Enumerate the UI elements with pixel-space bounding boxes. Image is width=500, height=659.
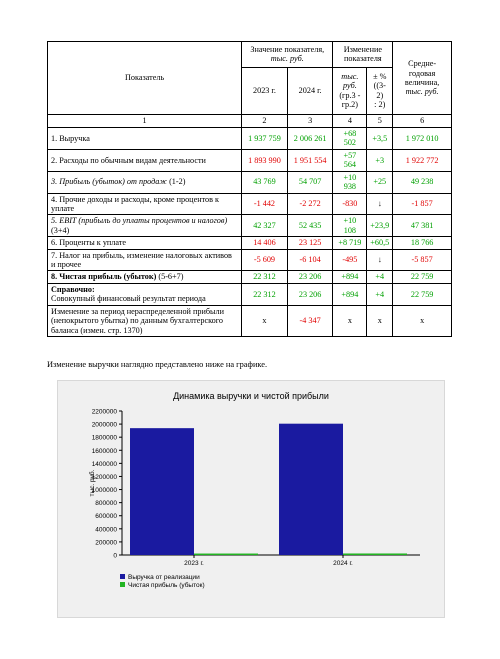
cell-pct-change: x	[367, 305, 393, 336]
col-number: 1	[48, 115, 242, 128]
cell-pct-change: +4	[367, 271, 393, 283]
header-value-group: Значение показателя, тыс. руб.	[242, 42, 333, 68]
cell-2023: 1 893 990	[242, 149, 288, 171]
cell-2024: 52 435	[287, 215, 333, 237]
chart-svg	[58, 381, 444, 617]
table-row-net-profit	[48, 271, 452, 283]
cell-2023: 1 937 759	[242, 128, 288, 150]
cell-pct-change: +3,5	[367, 128, 393, 150]
row-label: 1. Выручка	[48, 128, 242, 150]
cell-average: -5 857	[393, 249, 452, 271]
col-number: 2	[242, 115, 288, 128]
cell-average: 1 972 010	[393, 128, 452, 150]
revenue-bar	[279, 424, 343, 555]
financial-results-table	[47, 41, 452, 337]
cell-abs-change: +10 108	[333, 215, 367, 237]
cell-average: 22 759	[393, 271, 452, 283]
cell-average: 22 759	[393, 283, 452, 305]
col-number: 4	[333, 115, 367, 128]
x-tick-label: 2023 г.	[184, 560, 204, 567]
cell-average: 49 238	[393, 171, 452, 193]
cell-pct-change: ↓	[367, 249, 393, 271]
cell-abs-change: -495	[333, 249, 367, 271]
cell-abs-change: x	[333, 305, 367, 336]
chart-title: Динамика выручки и чистой прибыли	[173, 391, 329, 401]
y-tick-label: 1600000	[91, 447, 117, 455]
profit-bar	[194, 554, 258, 556]
header-2023: 2023 г.	[242, 67, 288, 115]
header-average: Средне- годовая величина, тыс. руб.	[393, 42, 452, 115]
col-number: 5	[367, 115, 393, 128]
cell-pct-change: +25	[367, 171, 393, 193]
cell-2023: -5 609	[242, 249, 288, 271]
table-row-reference	[48, 283, 452, 305]
header-change-group: Изменение показателя	[333, 42, 393, 68]
cell-2023: 14 406	[242, 237, 288, 249]
legend-swatch	[120, 582, 125, 587]
legend-swatch	[120, 574, 125, 579]
cell-pct-change: +4	[367, 283, 393, 305]
row-label: 4. Прочие доходы и расходы, кроме процентов к уплате	[48, 193, 242, 215]
cell-average: 18 766	[393, 237, 452, 249]
table-row-tax	[48, 249, 452, 271]
legend-label: Выручка от реализации	[128, 574, 200, 581]
profit-bar	[343, 553, 407, 555]
cell-2023: 42 327	[242, 215, 288, 237]
cell-average: x	[393, 305, 452, 336]
header-indicator: Показатель	[48, 42, 242, 115]
cell-2023: 43 769	[242, 171, 288, 193]
y-tick-label: 2200000	[91, 408, 117, 416]
legend-label: Чистая прибыль (убыток)	[128, 582, 205, 589]
table-row-revenue	[48, 128, 452, 150]
y-axis-label: тыс. руб.	[89, 469, 96, 497]
row-label: Справочно: Совокупный финансовый результат периода	[48, 283, 242, 305]
cell-pct-change: +3	[367, 149, 393, 171]
header-2024: 2024 г.	[287, 67, 333, 115]
cell-abs-change: +894	[333, 283, 367, 305]
table-row-expenses	[48, 149, 452, 171]
cell-2024: 23 206	[287, 283, 333, 305]
cell-2023: 22 312	[242, 283, 288, 305]
cell-2023: 22 312	[242, 271, 288, 283]
cell-2024: -4 347	[287, 305, 333, 336]
cell-2024: -6 104	[287, 249, 333, 271]
y-tick-label: 1000000	[91, 487, 117, 495]
cell-pct-change: ↓	[367, 193, 393, 215]
row-label: 8. Чистая прибыль (убыток) (5-6+7)	[48, 271, 242, 283]
cell-abs-change: +894	[333, 271, 367, 283]
row-label: 3. Прибыль (убыток) от продаж (1-2)	[48, 171, 242, 193]
y-tick-label: 800000	[95, 500, 117, 508]
cell-abs-change: +8 719	[333, 237, 367, 249]
header-pct-change: ± % ((3-2) : 2)	[367, 67, 393, 115]
cell-average: 47 381	[393, 215, 452, 237]
table-row-ebit	[48, 215, 452, 237]
row-label: 7. Налог на прибыль, изменение налоговых активов и прочее	[48, 249, 242, 271]
row-label: Изменение за период нераспределенной прибыли (непокрытого убытка) по данным бухгалтерского баланса (измен. стр. 1370)	[48, 305, 242, 336]
y-tick-label: 200000	[95, 539, 117, 547]
y-tick-label: 600000	[95, 513, 117, 521]
cell-2024: 23 125	[287, 237, 333, 249]
cell-2024: 2 006 261	[287, 128, 333, 150]
cell-2024: 23 206	[287, 271, 333, 283]
table-row-interest	[48, 237, 452, 249]
cell-abs-change: -830	[333, 193, 367, 215]
cell-2024: -2 272	[287, 193, 333, 215]
table-row-retained-earnings	[48, 305, 452, 336]
col-number: 6	[393, 115, 452, 128]
x-tick-label: 2024 г.	[333, 560, 353, 567]
cell-average: -1 857	[393, 193, 452, 215]
row-label: 2. Расходы по обычным видам деятельности	[48, 149, 242, 171]
table-row-other	[48, 193, 452, 215]
y-tick-label: 2000000	[91, 421, 117, 429]
row-label: 5. EBIT (прибыль до уплаты процентов и налогов) (3+4)	[48, 215, 242, 237]
revenue-bar	[130, 428, 194, 555]
revenue-profit-chart	[57, 380, 445, 618]
y-tick-label: 1400000	[91, 460, 117, 468]
cell-average: 1 922 772	[393, 149, 452, 171]
col-number: 3	[287, 115, 333, 128]
cell-abs-change: +57 564	[333, 149, 367, 171]
row-label: 6. Проценты к уплате	[48, 237, 242, 249]
y-tick-label: 0	[113, 552, 117, 560]
y-tick-label: 400000	[95, 526, 117, 534]
cell-abs-change: +10 938	[333, 171, 367, 193]
cell-pct-change: +60,5	[367, 237, 393, 249]
cell-2024: 54 707	[287, 171, 333, 193]
table-row-sales-profit	[48, 171, 452, 193]
cell-2023: -1 442	[242, 193, 288, 215]
y-tick-label: 1800000	[91, 434, 117, 442]
cell-2023: x	[242, 305, 288, 336]
cell-2024: 1 951 554	[287, 149, 333, 171]
y-tick-label: 1200000	[91, 473, 117, 481]
header-abs-change: тыс. руб. (гр.3 - гр.2)	[333, 67, 367, 115]
cell-pct-change: +23,9	[367, 215, 393, 237]
cell-abs-change: +68 502	[333, 128, 367, 150]
chart-intro-text: Изменение выручки наглядно представлено ниже на графике.	[47, 360, 268, 369]
